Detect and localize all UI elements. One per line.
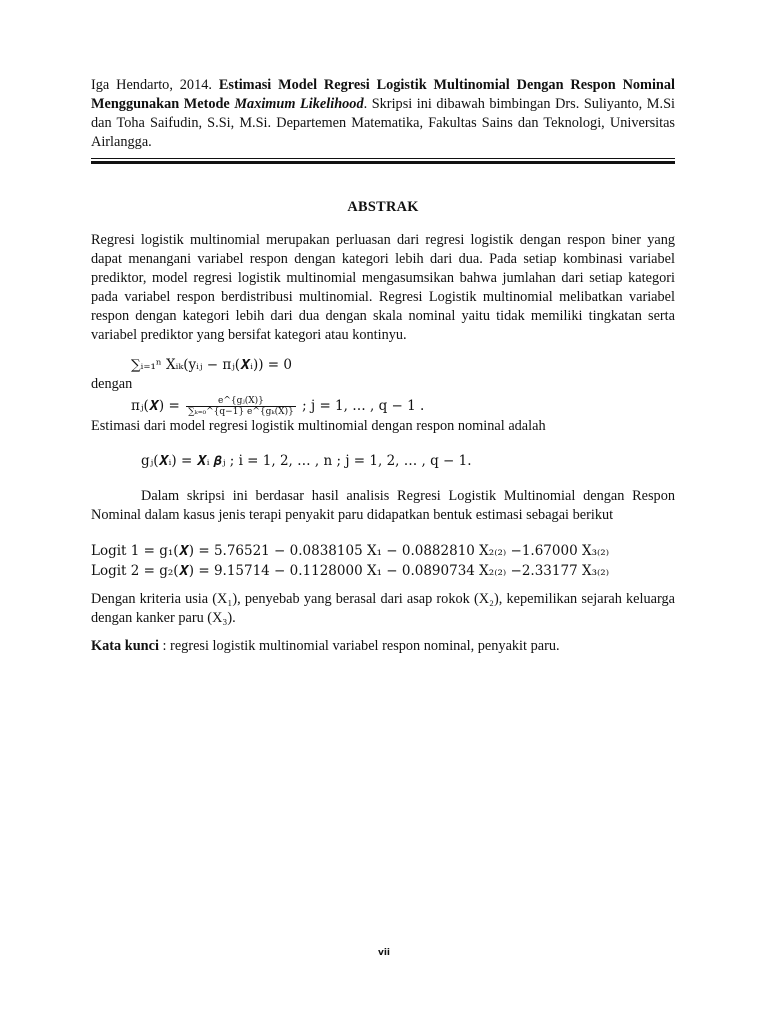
abstract-paragraph-1: Regresi logistik multinomial merupakan perluasan dari regresi logistik dengan respon biner yang dapat menangani variabel respon dengan kategori lebih dari dua. Pada setiap kombinasi variabel prediktor, model regresi logistik multinomial mengasumsikan bahwa jumlahan dari setiap kategori pada variabel respon berdistribusi multinomial. Regresi Logistik multinomial melibatkan variabel respon dengan kategori lebih dari dua dengan skala nominal yaitu tidak memiliki tingkatan serta variabel prediktor yang bersifat kategori atau kontinyu. bbox=[91, 232, 675, 343]
page-number: vii bbox=[377, 948, 391, 958]
logit-equations bbox=[91, 541, 675, 581]
dengan-label: dengan bbox=[91, 376, 133, 392]
divider-thick bbox=[91, 161, 675, 164]
estimasi-line: Estimasi dari model regresi logistik multinomial dengan respon nominal adalah bbox=[91, 418, 546, 434]
citation-rest: . Skripsi ini dibawah bimbingan Drs. Suliyanto, M.Si dan Toha Saifudin, S.Si, M.Si. Departemen Matematika, Fakultas Sains dan Teknologi, Universitas Airlangga. bbox=[91, 96, 675, 150]
keywords-label: Kata kunci bbox=[91, 638, 159, 654]
divider-thin bbox=[91, 158, 675, 159]
abstract-paragraph-2: Dalam skripsi ini berdasar hasil analisis Regresi Logistik Multinomial dengan Respon Nominal dalam kasus jenis terapi penyakit paru didapatkan bentuk estimasi sebagai berikut bbox=[91, 488, 675, 523]
citation bbox=[91, 76, 675, 152]
logit-2-equation: Logit 2 = g₂(𝑿) = 9.15714 − 0.1128000 X₁ − 0.0890734 X₂₍₂₎ −2.33177 X₃₍₂₎ bbox=[91, 563, 610, 579]
document-page bbox=[91, 76, 675, 656]
citation-title-italic: Maximum Likelihood bbox=[234, 96, 364, 112]
abstract-title: ABSTRAK bbox=[347, 199, 419, 215]
citation-title: Estimasi Model Regresi Logistik Multinomial Dengan Respon Nominal Menggunakan Metode bbox=[91, 77, 675, 112]
keywords bbox=[91, 637, 675, 656]
equation-pi: πⱼ(𝑿) = $\frac{\text{e\textasciicircum{}\{gⱼ(X)\}}}{\text{∑ₖ₌₀\textasciicircum{}\{q−1\} e\textasciicircum{}\{gₖ(X)\}}}$ ; j = 1, … , q − 1 . bbox=[131, 396, 425, 417]
citation-author-year: Iga Hendarto, 2014. bbox=[91, 77, 212, 93]
equation-likelihood: ∑ᵢ₌₁ⁿ Xᵢₖ(yᵢⱼ − πⱼ(𝑿ᵢ)) = 0 bbox=[131, 357, 292, 373]
kriteria-paragraph: Dengan kriteria usia (X₁), penyebab yang berasal dari asap rokok (X₂), kepemilikan sejarah keluarga dengan kanker paru (X₃). bbox=[91, 591, 675, 626]
equation-estimate: gⱼ(𝑿ᵢ) = 𝑿ᵢ 𝜷ⱼ ; i = 1, 2, … , n ; j = 1, 2, … , q − 1. bbox=[141, 453, 472, 469]
fraction: $\frac{\text{e\textasciicircum{}\{gⱼ(X)\}}}{\text{∑ₖ₌₀\textasciicircum{}\{q−1\} e\textasciicircum{}\{gₖ(X)\}}}$ bbox=[188, 396, 294, 417]
logit-1-equation: Logit 1 = g₁(𝑿) = 5.76521 − 0.0838105 X₁ − 0.0882810 X₂₍₂₎ −1.67000 X₃₍₂₎ bbox=[91, 543, 610, 559]
keywords-text: : regresi logistik multinomial variabel respon nominal, penyakit paru. bbox=[158, 638, 560, 654]
